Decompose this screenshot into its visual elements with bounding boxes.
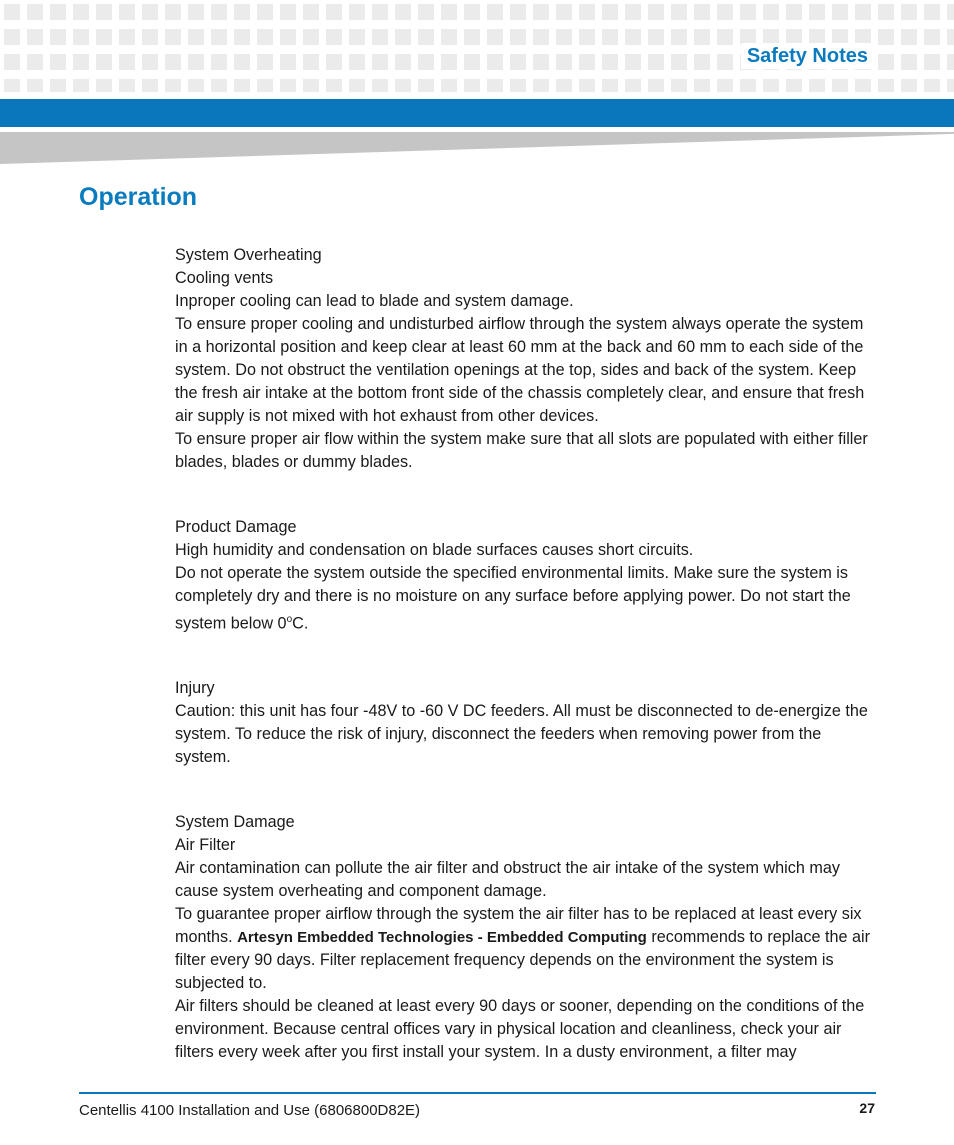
header-dot	[303, 54, 319, 70]
header-dot	[395, 79, 411, 92]
notice-type: System Overheating	[175, 246, 322, 264]
header-dot	[671, 54, 687, 70]
header-dot	[303, 79, 319, 92]
header-dot	[648, 79, 664, 92]
header-blue-band	[0, 99, 954, 127]
header-dot	[441, 54, 457, 70]
header-dot	[142, 29, 158, 45]
notice-instruction	[175, 562, 875, 635]
header-dot	[763, 79, 779, 92]
header-dot	[280, 4, 296, 20]
header-dot	[27, 4, 43, 20]
header-dot	[717, 4, 733, 20]
header-dot	[119, 54, 135, 70]
header-dot	[602, 54, 618, 70]
notice-consequence: Air contamination can pollute the air filter and obstruct the air intake of the system which may cause system overheating and component damage.	[175, 859, 840, 901]
header-dot	[579, 4, 595, 20]
header-dot	[924, 54, 940, 70]
header-dot	[257, 54, 273, 70]
header-dot	[441, 4, 457, 20]
header-dot	[556, 79, 572, 92]
header-dot	[211, 79, 227, 92]
header-dot	[119, 29, 135, 45]
header-dot	[487, 54, 503, 70]
header-dot	[119, 79, 135, 92]
notice-product-damage	[175, 516, 875, 635]
header-dot	[211, 54, 227, 70]
header-dot	[372, 29, 388, 45]
header-dot	[625, 54, 641, 70]
header-dot	[556, 54, 572, 70]
header-dot	[234, 79, 250, 92]
header-dot	[27, 79, 43, 92]
limit-tail: C.	[292, 614, 309, 633]
header-dot	[73, 29, 89, 45]
notice-consequence: Inproper cooling can lead to blade and system damage.	[175, 292, 574, 310]
header-dot	[924, 29, 940, 45]
header-dot	[280, 54, 296, 70]
notice-subject: Cooling vents	[175, 269, 274, 287]
header-dot	[694, 4, 710, 20]
footer-rule	[79, 1092, 876, 1094]
header-dot	[303, 4, 319, 20]
notice-system-overheating	[175, 244, 875, 474]
header-dot	[809, 79, 825, 92]
header-dot	[602, 4, 618, 20]
header-dot	[4, 54, 20, 70]
brand-name: Artesyn Embedded Technologies - Embedded Computing	[237, 929, 647, 947]
header-dot	[901, 4, 917, 20]
header-dot	[372, 79, 388, 92]
header-dot	[878, 29, 894, 45]
header-dot	[27, 29, 43, 45]
header-dot	[326, 4, 342, 20]
header-dot	[671, 29, 687, 45]
notice-instruction: To ensure proper cooling and undisturbed airflow through the system always operate the system in a horizontal position and keep clear at least 60 mm at the back and 60 mm to each side of the system. Do not obstruct the ventilation openings at the top, sides and back of the system. Keep the fresh air intake at the bottom front side of the chassis completely clear, and ensure that fresh air supply is not mixed with hot exhaust from other devices.	[175, 315, 865, 425]
header-dot	[142, 4, 158, 20]
header-dot	[947, 79, 954, 92]
header-dot	[142, 54, 158, 70]
replace-text-post: recommends to replace the air filter every 90 days. Filter replacement frequency depends on the environment the system is subjected to.	[175, 928, 870, 993]
header-dot	[694, 29, 710, 45]
header-dot	[740, 4, 756, 20]
header-dot	[96, 54, 112, 70]
header-dot	[142, 79, 158, 92]
header-dot	[326, 29, 342, 45]
header-dot	[832, 4, 848, 20]
header-dot	[303, 29, 319, 45]
header-dot	[349, 4, 365, 20]
header-dot	[855, 4, 871, 20]
header-dot	[50, 4, 66, 20]
notice-injury	[175, 677, 875, 769]
header-dot	[901, 29, 917, 45]
footer-document-title: Centellis 4100 Installation and Use (6806800D82E)	[79, 1102, 421, 1119]
header-dot	[625, 79, 641, 92]
header-dot	[533, 79, 549, 92]
header-dot	[349, 79, 365, 92]
header-dot	[510, 54, 526, 70]
header-dot	[188, 29, 204, 45]
header-dot	[395, 29, 411, 45]
header-dot	[165, 4, 181, 20]
header-dot	[119, 4, 135, 20]
header-dot	[625, 4, 641, 20]
header-dot	[694, 54, 710, 70]
header-dot	[418, 4, 434, 20]
header-dot	[349, 54, 365, 70]
header-dot	[165, 54, 181, 70]
header-dot	[165, 29, 181, 45]
header-dot	[188, 54, 204, 70]
header-dot	[464, 54, 480, 70]
notice-consequence: High humidity and condensation on blade surfaces causes short circuits.	[175, 541, 694, 559]
header-dot	[832, 79, 848, 92]
header-dot	[947, 4, 954, 20]
header-dot	[579, 29, 595, 45]
header-dot	[579, 54, 595, 70]
header-dot	[556, 4, 572, 20]
header-dot	[487, 29, 503, 45]
header-dot	[4, 79, 20, 92]
header-dot	[257, 4, 273, 20]
header-dot	[257, 29, 273, 45]
header-dot	[533, 29, 549, 45]
header-dot	[717, 79, 733, 92]
header-dot	[73, 4, 89, 20]
header-dot	[763, 4, 779, 20]
header-dot	[487, 79, 503, 92]
header-dot	[901, 54, 917, 70]
header-dot	[441, 29, 457, 45]
page-number: 27	[859, 1100, 875, 1116]
header-dot	[510, 29, 526, 45]
header-dot	[510, 4, 526, 20]
header-dot	[4, 29, 20, 45]
header-dot	[671, 79, 687, 92]
header-dot	[27, 54, 43, 70]
header-dot	[602, 29, 618, 45]
header-dot	[878, 79, 894, 92]
header-dot	[924, 4, 940, 20]
header-dot	[372, 54, 388, 70]
header-dot	[234, 4, 250, 20]
header-dot	[418, 79, 434, 92]
header-gray-wedge	[0, 132, 954, 164]
header-dot	[50, 79, 66, 92]
header-dot	[464, 29, 480, 45]
header-dot	[188, 79, 204, 92]
header-dot	[349, 29, 365, 45]
section-title: Operation	[79, 183, 198, 211]
header-dot	[234, 54, 250, 70]
header-dot	[878, 54, 894, 70]
header-dot	[211, 29, 227, 45]
notice-system-damage	[175, 811, 875, 1064]
header-dot	[648, 54, 664, 70]
page-content	[175, 244, 875, 1106]
header-dot	[878, 4, 894, 20]
header-dot	[326, 54, 342, 70]
header-dot	[510, 79, 526, 92]
header-dot	[786, 79, 802, 92]
header-dot	[855, 79, 871, 92]
header-dot	[809, 4, 825, 20]
header-dot	[418, 54, 434, 70]
header-dot	[717, 29, 733, 45]
header-dot	[533, 54, 549, 70]
header-dot	[280, 29, 296, 45]
header-dot	[73, 54, 89, 70]
header-dot	[464, 79, 480, 92]
header-dot	[372, 4, 388, 20]
header-dot	[579, 79, 595, 92]
notice-type: Injury	[175, 679, 215, 698]
header-dot	[96, 29, 112, 45]
header-dot	[533, 4, 549, 20]
header-dot	[740, 79, 756, 92]
header-dot	[441, 79, 457, 92]
notice-instruction	[175, 903, 875, 995]
header-dot	[648, 4, 664, 20]
header-dot	[234, 29, 250, 45]
header-dot	[648, 29, 664, 45]
header-dot	[50, 29, 66, 45]
header-dot	[947, 29, 954, 45]
header-dot	[280, 79, 296, 92]
running-header-title: Safety Notes	[741, 43, 874, 69]
header-dot	[395, 4, 411, 20]
header-dot	[487, 4, 503, 20]
header-dot	[165, 79, 181, 92]
limit-text: Do not operate the system outside the specified environmental limits. Make sure the system is completely dry and there is no moisture on any surface before applying power. Do not start the system below 0	[175, 564, 851, 633]
header-dot	[625, 29, 641, 45]
header-dot	[717, 54, 733, 70]
notice-instruction: Caution: this unit has four -48V to -60 V DC feeders. All must be disconnected to de-energize the system. To reduce the risk of injury, disconnect the feeders when removing power from the system.	[175, 702, 868, 767]
header-dot	[464, 4, 480, 20]
header-dot	[96, 4, 112, 20]
header-dot	[924, 79, 940, 92]
notice-instruction: To ensure proper air flow within the system make sure that all slots are populated with either filler blades, blades or dummy blades.	[175, 430, 868, 471]
header-dot	[211, 4, 227, 20]
header-dot	[901, 79, 917, 92]
header-dot	[257, 79, 273, 92]
header-dot	[947, 54, 954, 70]
header-dot	[50, 54, 66, 70]
header-dot	[418, 29, 434, 45]
header-dot	[602, 79, 618, 92]
header-dot	[694, 79, 710, 92]
notice-subject: Air Filter	[175, 836, 236, 855]
header-dot	[96, 79, 112, 92]
header-dot	[73, 79, 89, 92]
notice-type: Product Damage	[175, 518, 297, 536]
header-dot	[188, 4, 204, 20]
header-dot	[786, 4, 802, 20]
degree-superscript: o	[286, 614, 293, 625]
header-dot	[326, 79, 342, 92]
replace-text-pre: To guarantee proper airflow through the system the air filter has to be replaced at least every six months.	[175, 905, 862, 947]
notice-type: System Damage	[175, 813, 295, 832]
header-dot	[4, 4, 20, 20]
header-dot	[395, 54, 411, 70]
header-dot	[556, 29, 572, 45]
header-dot	[671, 4, 687, 20]
notice-instruction: Air filters should be cleaned at least every 90 days or sooner, depending on the conditions of the environment. Because central offices vary in physical location and cleanliness, check your air filters every week after you first install your system. In a dusty environment, a filter may	[175, 997, 865, 1062]
